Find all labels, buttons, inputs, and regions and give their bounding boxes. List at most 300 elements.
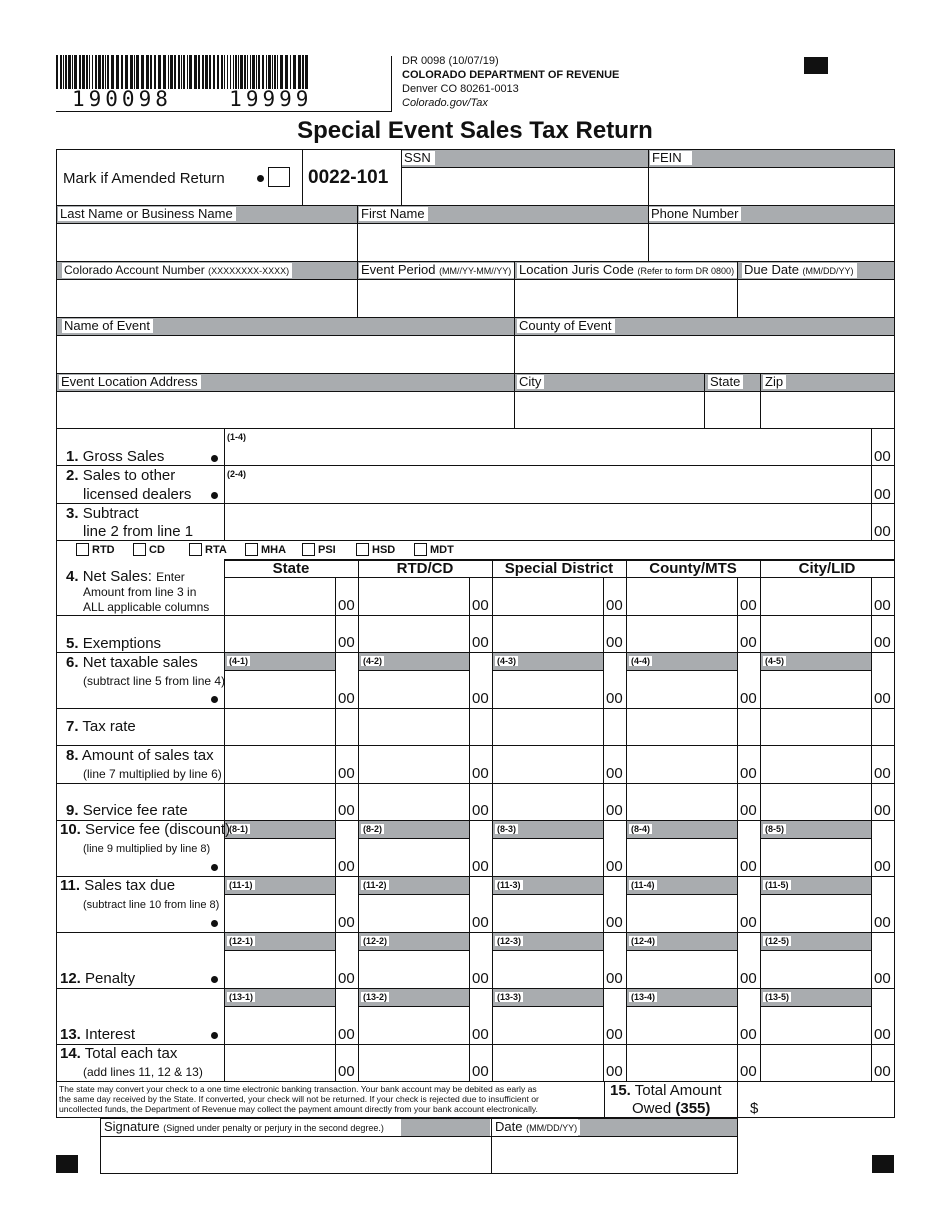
line-1-cents: 00: [874, 448, 891, 465]
barcode-bar: [107, 55, 109, 89]
line-5-input-col-5[interactable]: [762, 617, 869, 650]
checkbox-label-mdt: MDT: [430, 544, 454, 556]
account-input[interactable]: [58, 280, 356, 316]
divider: [56, 783, 895, 784]
date-input[interactable]: [493, 1137, 736, 1172]
checkbox-label-mha: MHA: [261, 544, 287, 556]
divider: [358, 894, 469, 895]
last-name-label: Last Name or Business Name: [58, 207, 236, 221]
divider: [56, 503, 895, 504]
line-3-label: [66, 505, 139, 522]
line-13-input-col-1[interactable]: [226, 1008, 333, 1042]
line-8-input-col-5[interactable]: [762, 747, 869, 781]
line-11-input-col-2[interactable]: [360, 896, 467, 930]
page-title: Special Event Sales Tax Return: [297, 117, 653, 144]
barcode-bar: [247, 55, 248, 89]
column-header-city-lid: City/LID: [798, 560, 856, 577]
barcode-bar: [105, 55, 106, 89]
line-11-code-col-4: (11-4): [631, 880, 655, 890]
form-code: 0022-101: [308, 167, 389, 188]
line-6-input-col-3[interactable]: [494, 672, 601, 706]
line-13-input-col-2[interactable]: [360, 1008, 467, 1042]
required-bullet: [211, 976, 218, 983]
line-11-cents-col-1: 00: [338, 914, 355, 931]
line-5-input-col-2[interactable]: [360, 617, 467, 650]
divider: [626, 838, 737, 839]
line-15-text: Total Amount: [634, 1082, 722, 1099]
divider: [760, 894, 871, 895]
divider: [626, 670, 737, 671]
line-12-text: Penalty: [85, 970, 136, 987]
barcode-bar: [202, 55, 204, 89]
line-7-input-col-1[interactable]: [226, 710, 333, 743]
required-bullet: [211, 864, 218, 871]
due-date-hint: (MM/DD/YY): [802, 266, 854, 276]
line-11-input-col-3[interactable]: [494, 896, 601, 930]
barcode-bar: [98, 55, 101, 89]
barcode-bar: [141, 55, 144, 89]
fein-input[interactable]: [650, 168, 893, 204]
line-7-input-col-4[interactable]: [628, 710, 735, 743]
barcode-bar: [290, 55, 291, 89]
barcode-bar: [92, 55, 93, 89]
line-9-input-col-5[interactable]: [762, 785, 869, 818]
barcode-bar: [189, 55, 192, 89]
barcode-bar: [170, 55, 173, 89]
line-4-cents-col-1: 00: [338, 597, 355, 614]
barcode-bar: [244, 55, 246, 89]
line-7-label: [66, 718, 136, 735]
line-15-owed: Owed: [632, 1100, 672, 1117]
divider: [358, 950, 469, 951]
line-11-code-col-3: (11-3): [497, 880, 521, 890]
line-5-input-col-4[interactable]: [628, 617, 735, 650]
checkbox-psi[interactable]: [302, 543, 315, 556]
line-11-text: Sales tax due: [84, 877, 176, 894]
line-13-code-col-2: (13-2): [363, 992, 388, 1002]
city-input[interactable]: [516, 392, 703, 428]
barcode-bar: [168, 55, 169, 89]
line-10-sub: (line 9 multiplied by line 8): [83, 843, 211, 855]
total-owed-input[interactable]: [762, 1083, 893, 1117]
line-12-number: 12.: [60, 970, 81, 987]
due-date-input[interactable]: [739, 280, 893, 316]
divider: [626, 894, 737, 895]
registration-mark: [872, 1155, 894, 1173]
city-label: City: [517, 375, 544, 389]
event-period-hint: (MM//YY-MM//YY): [439, 266, 512, 276]
line-14-cents-col-2: 00: [472, 1063, 489, 1080]
line-12-input-col-5[interactable]: [762, 952, 869, 986]
line-10-text: Service fee (discount): [85, 821, 231, 838]
divider: [56, 540, 895, 541]
line-3-input[interactable]: [226, 518, 870, 538]
date-text: Date: [495, 1119, 523, 1134]
line-1-input[interactable]: [226, 444, 870, 464]
barcode-bar: [302, 55, 304, 89]
line-13-code-col-1: (13-1): [229, 992, 254, 1002]
column-header-county-mts: County/MTS: [649, 560, 737, 577]
line-13-input-col-3[interactable]: [494, 1008, 601, 1042]
line-4-input-col-5[interactable]: [762, 579, 869, 613]
county-label: County of Event: [517, 319, 615, 333]
line-14-input-col-4[interactable]: [628, 1046, 735, 1079]
line-6-input-col-5[interactable]: [762, 672, 869, 706]
checkbox-cd[interactable]: [133, 543, 146, 556]
checkbox-label-rta: RTA: [205, 544, 227, 556]
line-10-input-col-2[interactable]: [360, 840, 467, 874]
divider: [358, 838, 469, 839]
barcode-bar: [150, 55, 152, 89]
ssn-input[interactable]: [403, 168, 647, 204]
label-bar: [402, 150, 648, 167]
line-13-input-col-5[interactable]: [762, 1008, 869, 1042]
barcode-bar: [74, 55, 77, 89]
zip-label: Zip: [763, 375, 786, 389]
barcode-bar: [79, 55, 81, 89]
column-header-special-district: Special District: [504, 560, 614, 577]
line-4-cents-col-4: 00: [740, 597, 757, 614]
divider: [760, 1006, 871, 1007]
divider: [56, 1081, 895, 1082]
line-6-code-col-4: (4-4): [631, 656, 651, 666]
line-11-cents-col-3: 00: [606, 914, 623, 931]
barcode-bar: [262, 55, 264, 89]
divider: [224, 950, 335, 951]
line-12-cents-col-2: 00: [472, 970, 489, 987]
header-divider: [391, 56, 392, 112]
department-name: COLORADO DEPARTMENT OF REVENUE: [402, 69, 620, 81]
barcode-bar: [60, 55, 62, 89]
checkbox-label-hsd: HSD: [372, 544, 396, 556]
line-5-number: 5.: [66, 635, 79, 652]
divider: [224, 577, 895, 578]
line-6-code-col-2: (4-2): [363, 656, 383, 666]
state-label: State: [708, 375, 743, 389]
divider: [492, 1006, 603, 1007]
barcode-bar: [130, 55, 133, 89]
line-5-cents-col-5: 00: [874, 634, 891, 651]
event-name-input[interactable]: [58, 336, 513, 372]
line-11-cents-col-2: 00: [472, 914, 489, 931]
line-9-cents-col-5: 00: [874, 802, 891, 819]
line-10-cents-col-5: 00: [874, 858, 891, 875]
label-bar: [57, 318, 894, 335]
line-8-input-col-2[interactable]: [360, 747, 467, 781]
line-1-text: Gross Sales: [82, 448, 165, 465]
line-8-input-col-4[interactable]: [628, 747, 735, 781]
line-10-label: [60, 821, 230, 838]
line-6-sub: (subtract line 5 from line 4): [83, 674, 226, 688]
line-15-code: (355): [675, 1100, 711, 1117]
line-2-input[interactable]: [226, 481, 870, 501]
line-13-text: Interest: [85, 1026, 136, 1043]
event-period-input[interactable]: [359, 280, 513, 316]
divider: [492, 670, 603, 671]
barcode-bar: [116, 55, 119, 89]
line-13-cents-col-3: 00: [606, 1026, 623, 1043]
line-11-input-col-4[interactable]: [628, 896, 735, 930]
line-8-cents-col-2: 00: [472, 765, 489, 782]
zip-input[interactable]: [762, 392, 893, 428]
line-10-input-col-1[interactable]: [226, 840, 333, 874]
line-4-input-col-3[interactable]: [494, 579, 601, 613]
line-6-code-col-1: (4-1): [229, 656, 249, 666]
divider: [626, 950, 737, 951]
phone-input[interactable]: [650, 224, 893, 260]
line-14-label: [60, 1045, 177, 1062]
signature-input[interactable]: [102, 1137, 490, 1172]
line-14-input-col-1[interactable]: [226, 1046, 333, 1079]
line-8-cents-col-1: 00: [338, 765, 355, 782]
juris-code-input[interactable]: [516, 280, 736, 316]
line-8-cents-col-4: 00: [740, 765, 757, 782]
barcode-bar: [298, 55, 301, 89]
line-4-number: 4.: [66, 568, 79, 585]
line-3-cents: 00: [874, 523, 891, 540]
department-website: Colorado.gov/Tax: [402, 97, 488, 109]
line-14-number: 14.: [60, 1045, 81, 1062]
divider: [224, 1006, 335, 1007]
line-4-input-col-4[interactable]: [628, 579, 735, 613]
address-label: Event Location Address: [59, 375, 201, 389]
barcode-bar: [256, 55, 257, 89]
barcode-bar: [205, 55, 208, 89]
barcode-bar: [121, 55, 123, 89]
checkbox-hsd[interactable]: [356, 543, 369, 556]
line-6-input-col-4[interactable]: [628, 672, 735, 706]
line-10-input-col-3[interactable]: [494, 840, 601, 874]
barcode-bar: [293, 55, 296, 89]
checkbox-mdt[interactable]: [414, 543, 427, 556]
line-14-cents-col-4: 00: [740, 1063, 757, 1080]
barcode-bar: [158, 55, 161, 89]
line-5-cents-col-1: 00: [338, 634, 355, 651]
line-14-text: Total each tax: [84, 1045, 178, 1062]
line-13-cents-col-4: 00: [740, 1026, 757, 1043]
barcode-bar: [178, 55, 180, 89]
line-9-input-col-1[interactable]: [226, 785, 333, 818]
barcode-bar: [305, 55, 308, 89]
line-8-sub: (line 7 multiplied by line 6): [83, 767, 222, 781]
line-6-label: [66, 654, 198, 671]
line-6-cents-col-4: 00: [740, 690, 757, 707]
barcode-bar: [280, 55, 283, 89]
first-name-label: First Name: [359, 207, 428, 221]
divider: [56, 745, 895, 746]
line-8-input-col-1[interactable]: [226, 747, 333, 781]
line-14-input-col-5[interactable]: [762, 1046, 869, 1079]
amended-checkbox[interactable]: [268, 167, 290, 187]
divider: [302, 149, 303, 205]
line-12-input-col-4[interactable]: [628, 952, 735, 986]
line-11-cents-col-4: 00: [740, 914, 757, 931]
account-label-text: Colorado Account Number: [64, 263, 205, 277]
line-10-cents-col-1: 00: [338, 858, 355, 875]
line-11-input-col-5[interactable]: [762, 896, 869, 930]
line-14-cents-col-5: 00: [874, 1063, 891, 1080]
divider: [514, 261, 515, 317]
event-period-label: [359, 263, 514, 278]
ssn-label: SSN: [402, 151, 435, 165]
line-8-input-col-3[interactable]: [494, 747, 601, 781]
checkbox-rtd[interactable]: [76, 543, 89, 556]
line-10-input-col-4[interactable]: [628, 840, 735, 874]
line-14-input-col-3[interactable]: [494, 1046, 601, 1079]
line-11-sub: (subtract line 10 from line 8): [83, 899, 220, 911]
label-bar: [578, 1119, 737, 1136]
line-6-code-col-3: (4-3): [497, 656, 517, 666]
line-1-number: 1.: [66, 448, 79, 465]
line-6-input-col-2[interactable]: [360, 672, 467, 706]
line-7-input-col-2[interactable]: [360, 710, 467, 743]
barcode-bar: [56, 55, 58, 89]
barcode-bar: [187, 55, 188, 89]
line-13-cents-col-2: 00: [472, 1026, 489, 1043]
line-9-label: [66, 802, 188, 819]
date-label: [493, 1120, 580, 1135]
line-11-label: [60, 877, 175, 894]
line-8-label: [66, 747, 214, 764]
line-10-cents-col-4: 00: [740, 858, 757, 875]
column-header-state: State: [272, 560, 310, 577]
line-10-code-col-4: (8-4): [631, 824, 651, 834]
line-14-cents-col-3: 00: [606, 1063, 623, 1080]
line-11-cents-col-5: 00: [874, 914, 891, 931]
divider: [514, 373, 515, 429]
line-5-input-col-3[interactable]: [494, 617, 601, 650]
due-date-text: Due Date: [744, 262, 799, 277]
line-4-sub-1: Amount from line 3 in: [83, 585, 197, 599]
barcode-bar: [217, 55, 219, 89]
last-name-input[interactable]: [58, 224, 356, 260]
barcode-bar: [209, 55, 211, 89]
divider: [491, 1118, 492, 1174]
line-11-code-col-5: (11-5): [765, 880, 789, 890]
line-9-input-col-3[interactable]: [494, 785, 601, 818]
state-input[interactable]: [706, 392, 759, 428]
first-name-input[interactable]: [359, 224, 647, 260]
barcode-bar: [136, 55, 139, 89]
line-7-input-col-5[interactable]: [762, 710, 869, 743]
line-13-cents-col-1: 00: [338, 1026, 355, 1043]
barcode-bar: [68, 55, 71, 89]
line-6-text: Net taxable sales: [82, 654, 198, 671]
juris-code-hint: (Refer to form DR 0800): [637, 266, 735, 276]
divider: [56, 708, 895, 709]
line-14-input-col-2[interactable]: [360, 1046, 467, 1079]
divider: [224, 670, 335, 671]
line-9-input-col-4[interactable]: [628, 785, 735, 818]
barcode-bar: [102, 55, 104, 89]
barcode-number-right: 19999: [229, 87, 313, 111]
barcode-image: [56, 55, 310, 91]
checkbox-mha[interactable]: [245, 543, 258, 556]
line-7-input-col-3[interactable]: [494, 710, 601, 743]
line-9-input-col-2[interactable]: [360, 785, 467, 818]
line-10-code-col-3: (8-3): [497, 824, 517, 834]
line-12-input-col-3[interactable]: [494, 952, 601, 986]
line-10-input-col-5[interactable]: [762, 840, 869, 874]
checkbox-label-rtd: RTD: [92, 544, 115, 556]
barcode-bar: [224, 55, 225, 89]
barcode-underline: [56, 111, 392, 112]
line-11-code-col-1: (11-1): [229, 880, 253, 890]
barcode-bar: [238, 55, 239, 89]
line-15-label: [610, 1082, 721, 1099]
line-6-code-col-5: (4-5): [765, 656, 785, 666]
line-12-cents-col-1: 00: [338, 970, 355, 987]
label-bar: [401, 1119, 490, 1136]
line-11-input-col-1[interactable]: [226, 896, 333, 930]
divider: [626, 1006, 737, 1007]
line-13-number: 13.: [60, 1026, 81, 1043]
required-bullet: [211, 920, 218, 927]
line-6-cents-col-5: 00: [874, 690, 891, 707]
barcode-bar: [111, 55, 114, 89]
barcode-bar: [194, 55, 197, 89]
line-4-label: [66, 568, 185, 586]
divider: [760, 670, 871, 671]
line-12-input-col-1[interactable]: [226, 952, 333, 986]
barcode-bar: [221, 55, 223, 89]
line-12-input-col-2[interactable]: [360, 952, 467, 986]
line-4-input-col-1[interactable]: [226, 579, 333, 613]
fein-label: FEIN: [650, 151, 692, 165]
line-12-code-col-4: (12-4): [631, 936, 656, 946]
line-9-number: 9.: [66, 802, 79, 819]
line-6-number: 6.: [66, 654, 79, 671]
line-4-sub-2: ALL applicable columns: [83, 600, 210, 614]
barcode-bar: [82, 55, 85, 89]
line-2-label-cont: licensed dealers: [83, 486, 192, 503]
line-12-cents-col-5: 00: [874, 970, 891, 987]
line-10-code-col-1: (8-1): [229, 824, 249, 834]
signature-text: Signature: [104, 1119, 160, 1134]
line-10-number: 10.: [60, 821, 81, 838]
amended-label: Mark if Amended Return: [63, 170, 225, 187]
divider: [358, 1006, 469, 1007]
line-8-cents-col-5: 00: [874, 765, 891, 782]
line-12-label: [60, 970, 135, 987]
barcode-bar: [266, 55, 267, 89]
account-hint: (XXXXXXXX-XXXX): [208, 266, 290, 276]
line-5-input-col-1[interactable]: [226, 617, 333, 650]
line-6-input-col-1[interactable]: [226, 672, 333, 706]
line-11-number: 11.: [60, 877, 81, 894]
line-13-input-col-4[interactable]: [628, 1008, 735, 1042]
checkbox-rta[interactable]: [189, 543, 202, 556]
line-1-label: [66, 448, 164, 465]
county-input[interactable]: [516, 336, 893, 372]
line-7-text: Tax rate: [82, 718, 136, 735]
required-bullet: [257, 175, 264, 182]
juris-code-label: [517, 263, 737, 278]
date-hint: (MM/DD/YY): [526, 1123, 578, 1133]
line-4-input-col-2[interactable]: [360, 579, 467, 613]
barcode-bar: [183, 55, 185, 89]
line-3-number: 3.: [66, 505, 79, 522]
address-input[interactable]: [58, 392, 513, 428]
divider: [760, 950, 871, 951]
due-date-label: [742, 263, 857, 278]
barcode-bar: [86, 55, 88, 89]
barcode-bar: [63, 55, 64, 89]
line-12-code-col-5: (12-5): [765, 936, 790, 946]
registration-mark: [804, 57, 828, 74]
signature-label: [102, 1120, 387, 1135]
barcode-bar: [181, 55, 182, 89]
